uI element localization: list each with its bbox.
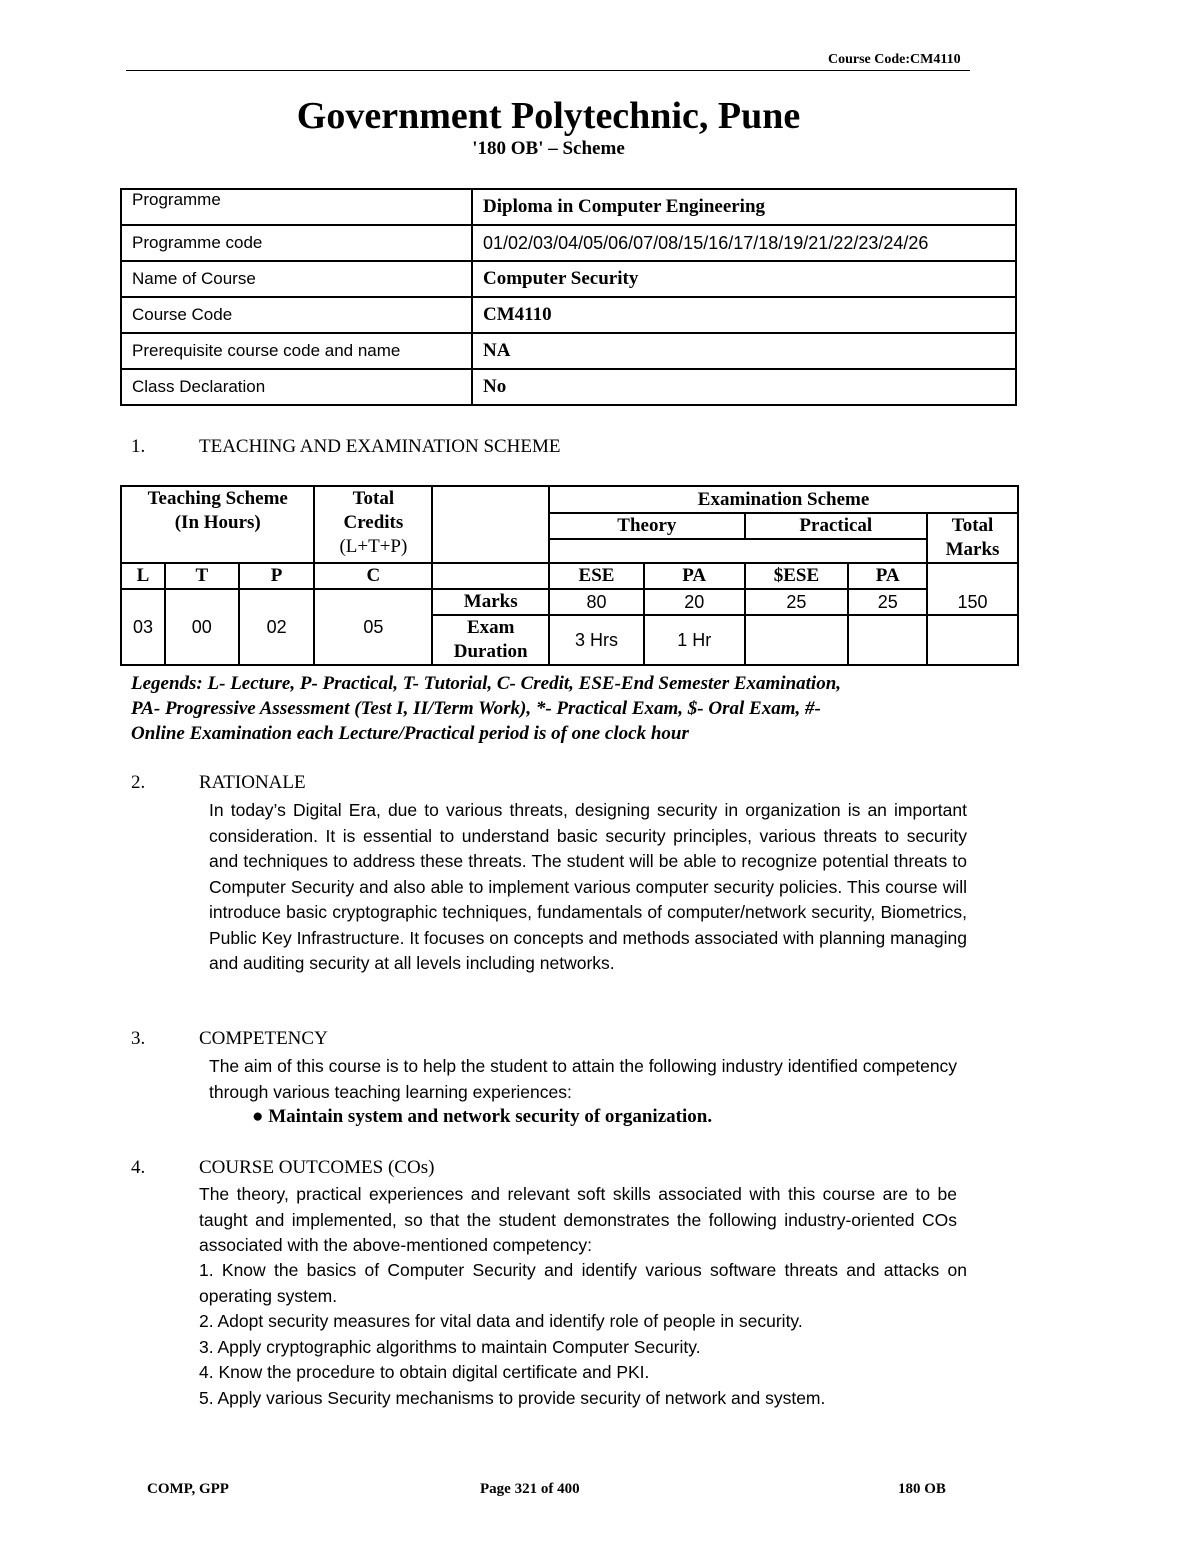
course-outcome: 2. Adopt security measures for vital data and identify role of people in security. <box>199 1311 803 1331</box>
pa-duration: 1 Hr <box>644 615 745 665</box>
ltp-label: (L+T+P) <box>339 536 408 557</box>
info-value: 01/02/03/04/05/06/07/08/15/16/17/18/19/21/22/23/24/26 <box>472 225 1016 261</box>
t-value: 00 <box>165 589 239 665</box>
info-value: CM4110 <box>472 297 1016 333</box>
footer-page-number: Page 321 of 400 <box>480 1481 580 1497</box>
exam-scheme-header: Examination Scheme <box>549 486 1018 513</box>
competency-text: The aim of this course is to help the student to attain the following industry identified competency through various teaching learning experiences: <box>209 1056 958 1102</box>
info-key: Programme code <box>121 225 472 261</box>
info-key: Programme <box>121 189 472 225</box>
total-duration <box>927 615 1018 665</box>
total-credits-header <box>314 486 432 563</box>
total-marks-label-1: Total <box>951 515 994 536</box>
col-pa-header: PA <box>644 563 745 589</box>
info-key: Class Declaration <box>121 369 472 405</box>
course-outcome: 1. Know the basics of Computer Security and identify various software threats and attacks on operating system. <box>199 1260 967 1306</box>
info-key: Name of Course <box>121 261 472 297</box>
course-outcome: 3. Apply cryptographic algorithms to maintain Computer Security. <box>199 1336 701 1357</box>
ese-marks: 80 <box>549 589 644 615</box>
teaching-scheme-header <box>121 486 314 563</box>
duration-label: Duration <box>453 641 528 662</box>
col-sese-header: $ESE <box>745 563 849 589</box>
sese-duration <box>745 615 849 665</box>
c-value: 05 <box>314 589 432 665</box>
legend <box>131 671 981 746</box>
info-row <box>121 333 1016 369</box>
info-value: Diploma in Computer Engineering <box>472 189 1016 225</box>
col-pa2-header: PA <box>848 563 927 589</box>
info-row <box>121 189 1016 225</box>
ese-duration: 3 Hrs <box>549 615 644 665</box>
info-key: Prerequisite course code and name <box>121 333 472 369</box>
section-number: 1. <box>131 436 146 457</box>
col-l-header: L <box>121 563 165 589</box>
marks-label: Marks <box>432 589 549 615</box>
l-value: 03 <box>121 589 165 665</box>
col-t-header: T <box>165 563 239 589</box>
total-marks-header <box>927 513 1018 563</box>
header-rule <box>126 70 970 71</box>
info-row <box>121 261 1016 297</box>
legend-line: PA- Progressive Assessment (Test I, II/Term Work), *- Practical Exam, $- Oral Exam, #- <box>131 698 821 719</box>
sese-marks: 25 <box>745 589 849 615</box>
col-ese-header: ESE <box>549 563 644 589</box>
teaching-scheme-label: Teaching Scheme <box>147 488 288 509</box>
course-outcomes-list <box>199 1258 967 1411</box>
section-number: 3. <box>131 1028 146 1049</box>
competency-bullet <box>252 1106 712 1128</box>
spacer-cell <box>549 539 927 563</box>
section-number: 4. <box>131 1157 146 1178</box>
blank-header-cell <box>432 486 549 563</box>
info-key: Course Code <box>121 297 472 333</box>
course-outcome: 5. Apply various Security mechanisms to provide security of network and system. <box>199 1387 826 1408</box>
section-title: COURSE OUTCOMES (COs) <box>199 1157 435 1178</box>
pa2-duration <box>848 615 927 665</box>
course-info-table <box>120 188 1017 406</box>
course-outcome: 4. Know the procedure to obtain digital certificate and PKI. <box>199 1362 650 1382</box>
info-value: Computer Security <box>472 261 1016 297</box>
total-marks-value: 150 <box>927 589 1018 615</box>
legend-line: Legends: L- Lecture, P- Practical, T- Tutorial, C- Credit, ESE-End Semester Examination, <box>131 673 842 694</box>
exam-duration-label <box>432 615 549 665</box>
info-row <box>121 225 1016 261</box>
bullet-icon: ● <box>252 1106 269 1127</box>
blank-label-cell <box>432 563 549 589</box>
practical-header: Practical <box>745 513 928 539</box>
course-code-header: Course Code:CM4110 <box>828 52 961 67</box>
section-title: TEACHING AND EXAMINATION SCHEME <box>199 436 561 457</box>
section-title: COMPETENCY <box>199 1028 328 1049</box>
credits-label: Credits <box>343 512 404 533</box>
total-label: Total <box>352 488 395 509</box>
info-row <box>121 369 1016 405</box>
info-row <box>121 297 1016 333</box>
exam-label: Exam <box>466 617 515 638</box>
pa-marks: 20 <box>644 589 745 615</box>
blank-total-cell <box>927 563 1018 589</box>
p-value: 02 <box>239 589 315 665</box>
competency-bullet-text: Maintain system and network security of organization. <box>268 1106 713 1127</box>
total-marks-label-2: Marks <box>945 539 1000 560</box>
section-title: RATIONALE <box>199 772 306 793</box>
info-value: No <box>472 369 1016 405</box>
theory-header: Theory <box>549 513 744 539</box>
in-hours-label: (In Hours) <box>174 512 261 533</box>
footer-right: 180 OB <box>898 1481 946 1497</box>
info-value: NA <box>472 333 1016 369</box>
col-c-header: C <box>314 563 432 589</box>
teaching-exam-scheme-table <box>120 485 1019 666</box>
legend-line: Online Examination each Lecture/Practical period is of one clock hour <box>131 723 689 744</box>
course-outcomes-intro: The theory, practical experiences and relevant soft skills associated with this course are to be taught and implemented, so that the student demonstrates the following industry-oriented COs associated with the above-mentioned competency: <box>199 1184 957 1255</box>
page-subtitle: '180 OB' – Scheme <box>472 138 625 159</box>
rationale-text: In today’s Digital Era, due to various threats, designing security in organization is an important consideration. It is essential to understand basic security principles, various threats to security and techniques to address these threats. The student will be able to recognize potential threats to Computer Security and also able to implement various computer security policies. This course will introduce basic cryptographic techniques, fundamentals of computer/network security, Biometrics, Public Key Infrastructure. It focuses on concepts and methods associated with planning managing and auditing security at all levels including networks. <box>209 800 967 973</box>
footer-left: COMP, GPP <box>147 1481 229 1497</box>
page-title: Government Polytechnic, Pune <box>296 95 801 137</box>
pa2-marks: 25 <box>848 589 927 615</box>
col-p-header: P <box>239 563 315 589</box>
section-number: 2. <box>131 772 146 793</box>
